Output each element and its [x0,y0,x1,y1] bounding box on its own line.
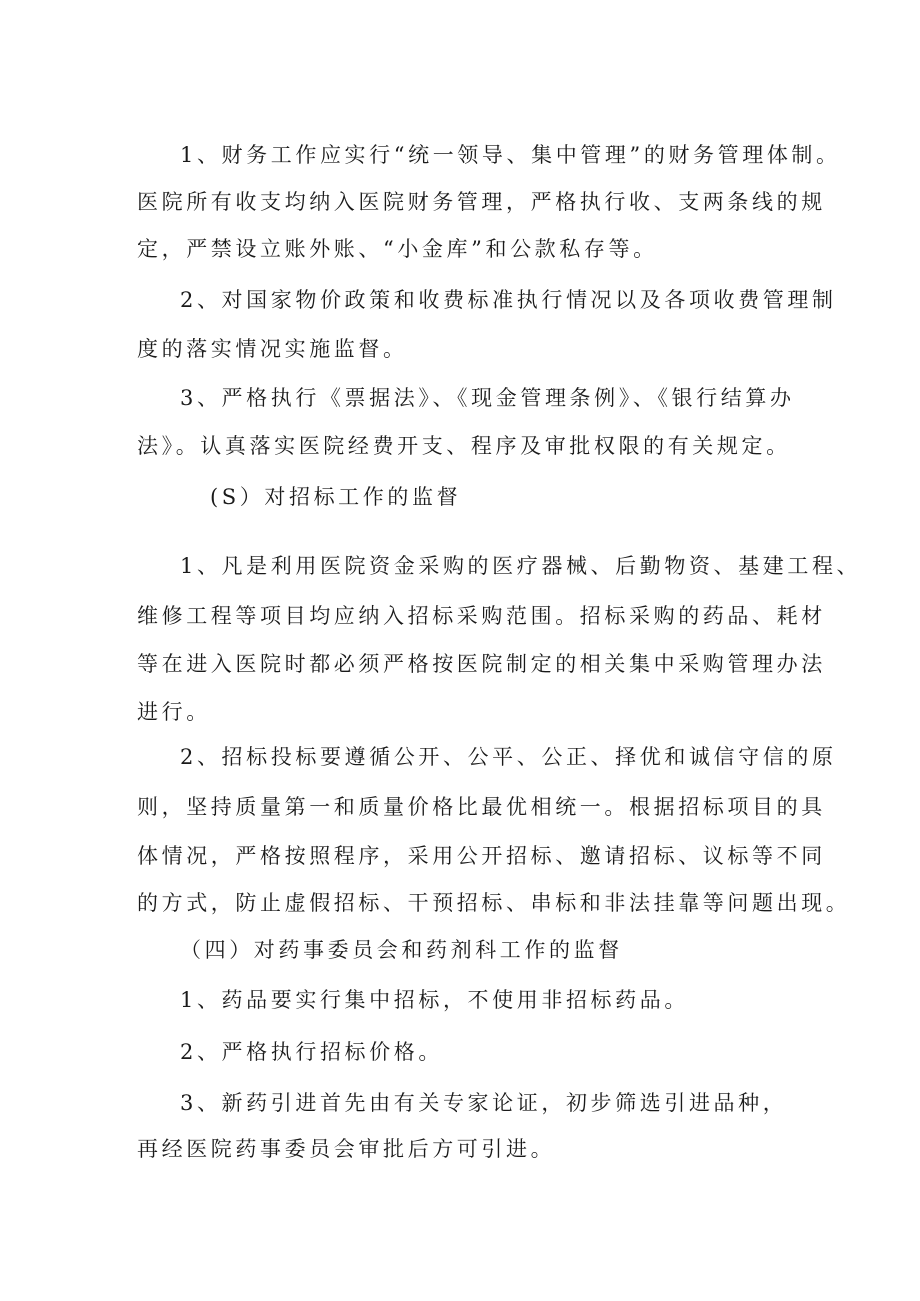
paragraph-line: 1、药品要实行集中招标，不使用非招标药品。 [180,988,689,1012]
paragraph-line: 维修工程等项目均应纳入招标采购范围。招标采购的药品、耗材 [137,604,826,628]
paragraph-line: 2、严格执行招标价格。 [180,1040,443,1064]
paragraph-line: 则，坚持质量第一和质量价格比最优相统一。根据招标项目的具 [137,795,826,819]
paragraph-line: 定，严禁设立账外账、“小金库”和公款私存等。 [137,237,658,261]
paragraph-line: 的方式，防止虚假招标、干预招标、串标和非法挂靠等问题出现。 [137,891,851,915]
paragraph-line: 1、凡是利用医院资金采购的医疗器械、后勤物资、基建工程、 [180,554,862,578]
section-heading: (S）对招标工作的监督 [210,485,462,509]
paragraph-line: 医院所有收支均纳入医院财务管理，严格执行收、支两条线的规 [137,190,826,214]
paragraph-line: 2、招标投标要遵循公开、公平、公正、择优和诚信守信的原 [180,745,837,769]
paragraph-line: 法》。认真落实医院经费开支、程序及审批权限的有关规定。 [137,434,791,458]
paragraph-line: 2、对国家物价政策和收费标准执行情况以及各项收费管理制 [180,288,837,312]
section-heading: （四）对药事委员会和药剂科工作的监督 [180,938,623,962]
paragraph-line: 进行。 [137,700,211,724]
paragraph-line: 1、财务工作应实行“统一领导、集中管理”的财务管理体制。 [180,143,841,167]
paragraph-line: 3、严格执行《票据法》、《现金管理条例》、《银行结算办 [180,386,795,410]
paragraph-line: 再经医院药事委员会审批后方可引进。 [137,1137,556,1161]
paragraph-line: 度的落实情况实施监督。 [137,337,408,361]
paragraph-line: 体情况，严格按照程序，采用公开招标、邀请招标、议标等不同 [137,844,826,868]
paragraph-line: 等在进入医院时都必须严格按医院制定的相关集中采购管理办法 [137,652,826,676]
paragraph-line: 3、新药引进首先由有关专家论证，初步筛选引进品种， [180,1091,788,1115]
